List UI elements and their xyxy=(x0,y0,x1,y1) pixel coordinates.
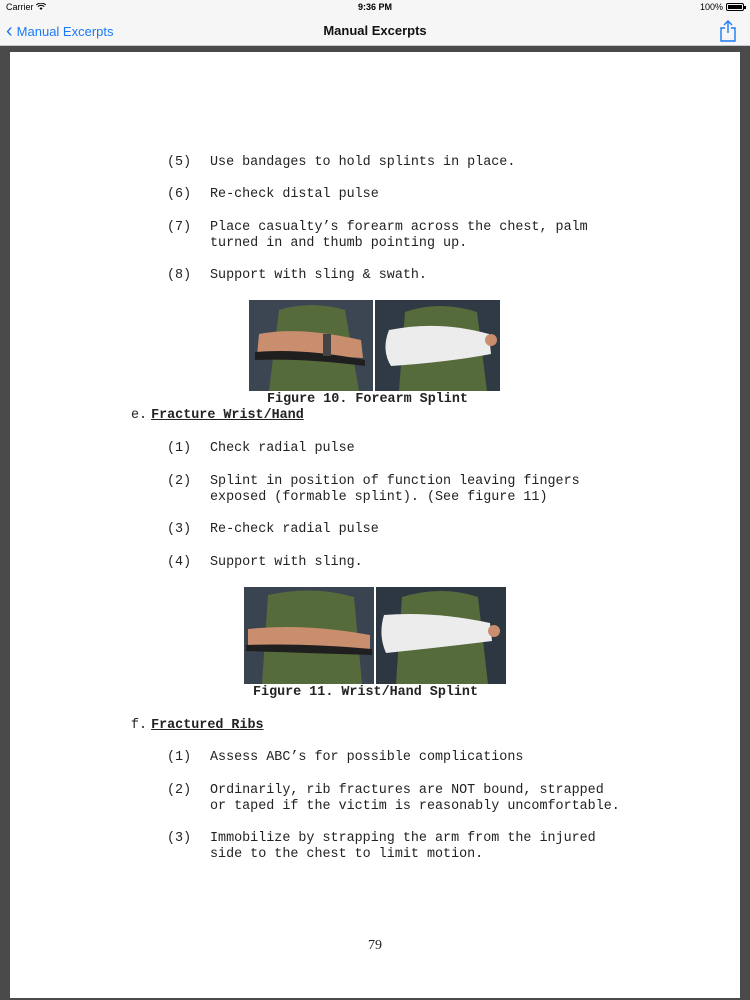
battery-icon xyxy=(726,3,744,11)
status-time: 9:36 PM xyxy=(357,2,392,12)
section-heading: e. Fracture Wrist/Hand xyxy=(131,408,304,423)
wrist-hand-splint-photo xyxy=(244,587,506,684)
nav-title: Manual Excerpts xyxy=(323,23,427,38)
document-page[interactable]: (5) Use bandages to hold splints in place. (6) Re-check distal pulse (7) Place casualty’s forearm across the chest, palm turned in and thumb pointing up. (8) Support with sling & swath. Figure 10. Forearm Splint e. Fracture Wrist/Hand (1) Check radial pulse (2) Splint in position of function leaving fingers exposed (formable splint). (See figure 11) (3) Re-check radial pulse (4) Support with sling. Figure 11. Wrist/Hand Splint f. Fractured Ribs (1) Assess ABC’s for possible complications (2) Ordinarily, rib fractures are NOT bound, strapped or taped if the victim is reasonably uncomfortable. (3) Immobilize by strapping the arm from the injured side to the chest to limit motion. 79 xyxy=(10,52,740,998)
section-heading: f. Fractured Ribs xyxy=(131,718,264,733)
figure-caption: Figure 11. Wrist/Hand Splint xyxy=(253,685,478,700)
page-number: 79 xyxy=(368,938,382,953)
back-button-label: Manual Excerpts xyxy=(16,23,114,39)
carrier-label: Carrier xyxy=(6,2,46,12)
battery-indicator xyxy=(700,2,744,12)
battery-percent: 100% xyxy=(699,2,723,12)
navigation-bar xyxy=(0,15,750,46)
status-bar xyxy=(0,0,750,15)
figure-caption: Figure 10. Forearm Splint xyxy=(267,392,468,407)
forearm-splint-photo xyxy=(249,300,500,391)
chevron-left-icon: ‹ xyxy=(6,20,13,42)
share-icon[interactable] xyxy=(718,20,738,42)
